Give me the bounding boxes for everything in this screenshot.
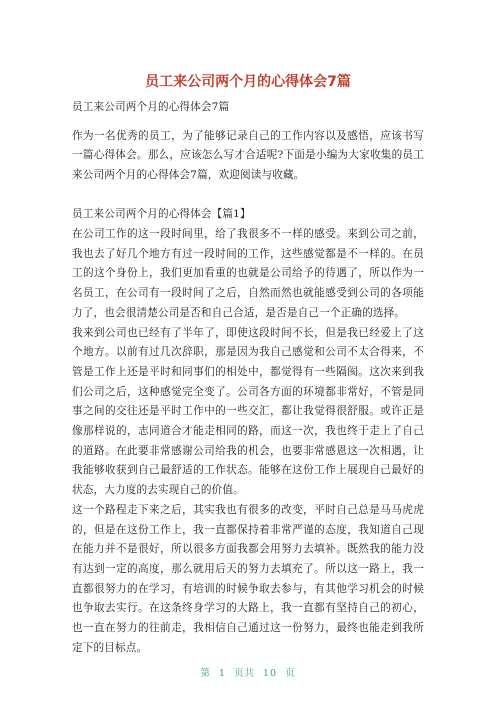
total-pages: 10 bbox=[262, 668, 278, 679]
page-footer bbox=[0, 668, 496, 680]
body-paragraph-2: 我来到公司也已经有了半年了，即使这段时间不长，但是我已经爱上了这个地方。以前有过几次辞职，那是因为我自己感觉和公司不太合得来，不管是工作上还是平时和同事们的相处中，都觉得有一些隔阂。这次来到我们公司之后，这种感觉完全变了。公司各方面的环境都非常好，不管是同事之间的交往还是平时工作中的一些交汇，都让我觉得很舒服。或许正是像那样说的，志同道合才能走相同的路，而这一次，我也终于走上了自己的道路。在此要非常感谢公司给我的机会，也要非常感恩这一次相遇，让我能够收获到自己最舒适的工作状态。能够在这份工作上展现自己最好的状态，大力度的去实现自己的价值。 bbox=[72, 326, 424, 497]
page-mid: 页共 bbox=[233, 668, 255, 679]
spacer bbox=[72, 118, 424, 127]
spacer bbox=[72, 186, 424, 206]
body-paragraph-1: 在公司工作的这一段时间里，给了我很多不一样的感受。来到公司之前，我也去了好几个地方有过一段时间的工作，这些感觉都是不一样的。在员工的这个身份上，我们更加看重的也就是公司给予的待遇了，所以作为一名员工，在公司有一段时间了之后，自然而然也就能感受到公司的各项能力了，也会很清楚公司是否和自己合适，是否是自己一个正确的选择。 bbox=[72, 228, 424, 319]
document-body bbox=[72, 98, 424, 658]
intro-paragraph: 作为一名优秀的员工，为了能够记录自己的工作内容以及感悟，应该书写一篇心得体会。那么，应该怎么写才合适呢?下面是小编为大家收集的员工来公司两个月的心得体会7篇，欢迎阅读与收藏。 bbox=[72, 129, 424, 182]
document-subtitle: 员工来公司两个月的心得体会7篇 bbox=[72, 101, 230, 113]
page-number: 1 bbox=[218, 668, 226, 679]
body-paragraph-3: 这一个路程走下来之后，其实我也有很多的改变，平时自己总是马马虎虎的，但是在这份工作上，我一直都保持着非常严谨的态度，我知道自己现在能力并不是很好，所以很多方面我都会用努力去填补。既然我的能力没有达到一定的高度，那么就用后天的努力去填充了。所以这一路上，我一直都很努力的在学习，有培训的时候争取去参与，有其他学习机会的时候也争取去实行。在这条终身学习的大路上，我一直都有坚持自己的初心，也一直在努力的往前走，我相信自己通过这一份努力，最终也能走到我所定下的目标点。 bbox=[72, 503, 424, 654]
page-suffix: 页 bbox=[285, 668, 296, 679]
page-prefix: 第 bbox=[200, 668, 211, 679]
section-heading: 员工来公司两个月的心得体会【篇1】 bbox=[72, 208, 251, 221]
document-title: 员工来公司两个月的心得体会7篇 bbox=[145, 74, 351, 90]
